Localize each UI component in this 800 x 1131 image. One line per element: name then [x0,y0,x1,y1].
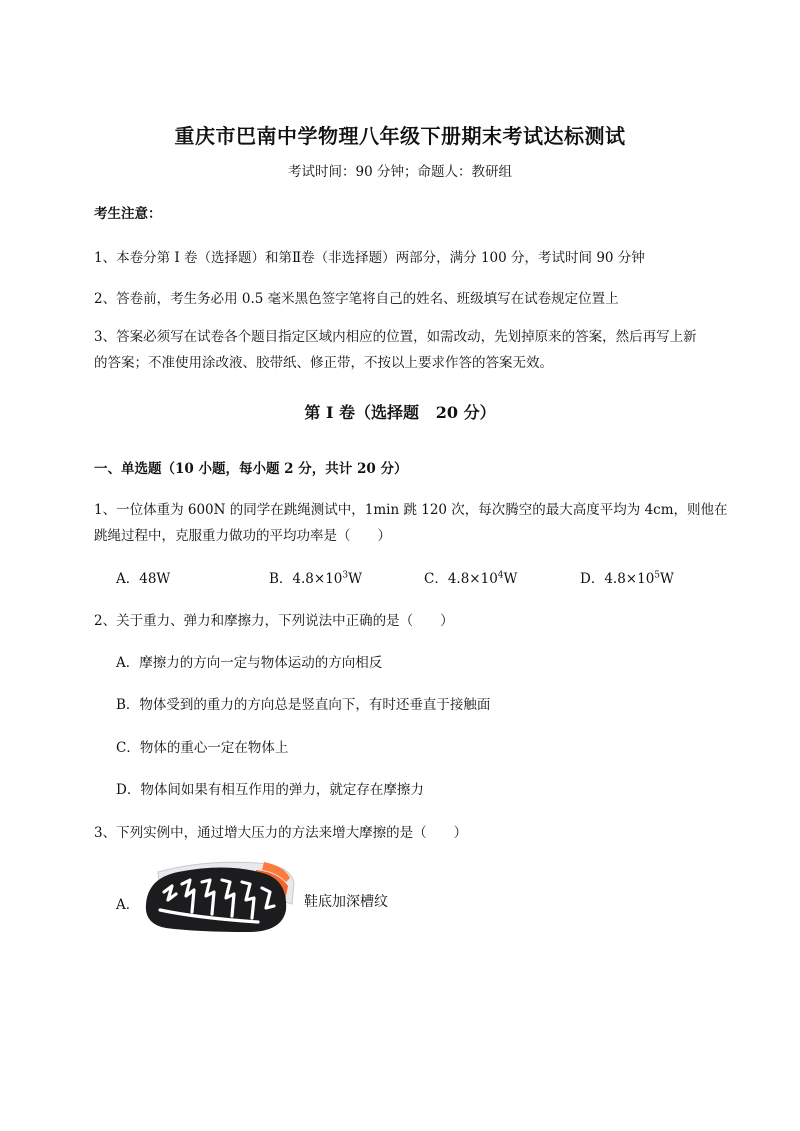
notice-item-1: 1、本卷分第 I 卷（选择题）和第Ⅱ卷（非选择题）两部分，满分 100 分，考试时间 90 分钟 [94,250,645,266]
option-c-unit: W [503,571,518,587]
question-1-option-c [424,567,517,587]
question-1-option-b [269,567,362,587]
group-heading: 一、单选题（10 小题，每小题 2 分，共计 20 分） [94,461,408,477]
section-title: 第 I 卷（选择题 20 分） [304,403,496,422]
question-1-option-d [580,567,674,587]
option-c-exponent: 4 [497,570,504,581]
option-a-text: A．48W [116,571,171,587]
question-2-stem: 2、关于重力、弹力和摩擦力，下列说法中正确的是（ ） [94,613,454,629]
question-2-option-d: D．物体间如果有相互作用的弹力，就定存在摩擦力 [116,782,424,798]
option-c-base: C．4.8×10 [424,571,498,587]
question-1-option-a [116,567,170,587]
question-1-stem-line2: 跳绳过程中，克服重力做功的平均功率是（ ） [94,528,391,544]
option-b-unit: W [348,571,363,587]
notice-item-3: 3、答案必须写在试卷各个题目指定区域内相应的位置，如需改动，先划掉原来的答案，然后再写上新的答案；不准使用涂改液、胶带纸、修正带，不按以上要求作答的答案无效。 [94,329,697,371]
exam-info: 考试时间：90 分钟；命题人：教研组 [288,164,512,180]
notice-heading: 考生注意： [94,206,162,222]
question-3-option-a-text: 鞋底加深槽纹 [304,894,388,910]
notice-item-2: 2、答卷前，考生务必用 0.5 毫米黑色签字笔将自己的姓名、班级填写在试卷规定位置上 [94,291,619,307]
option-b-exponent: 3 [342,570,349,581]
question-2-option-b: B．物体受到的重力的方向总是竖直向下，有时还垂直于接触面 [116,697,491,713]
question-2-option-c: C．物体的重心一定在物体上 [116,740,289,756]
question-3-option-a-label: A． [116,897,140,913]
question-3-stem: 3、下列实例中，通过增大压力的方法来增大摩擦的是（ ） [94,825,468,841]
shoe-sole-image [138,852,298,938]
option-d-base: D．4.8×10 [580,571,655,587]
option-d-exponent: 5 [654,570,661,581]
page-title: 重庆市巴南中学物理八年级下册期末考试达标测试 [174,124,626,148]
question-2-option-a: A．摩擦力的方向一定与物体运动的方向相反 [116,655,383,671]
option-d-unit: W [660,571,674,587]
option-b-base: B．4.8×10 [269,571,343,587]
question-1-stem-line1: 1、一位体重为 600N 的同学在跳绳测试中，1min 跳 120 次，每次腾空的最大高度平均为 4cm，则他在 [94,502,728,518]
